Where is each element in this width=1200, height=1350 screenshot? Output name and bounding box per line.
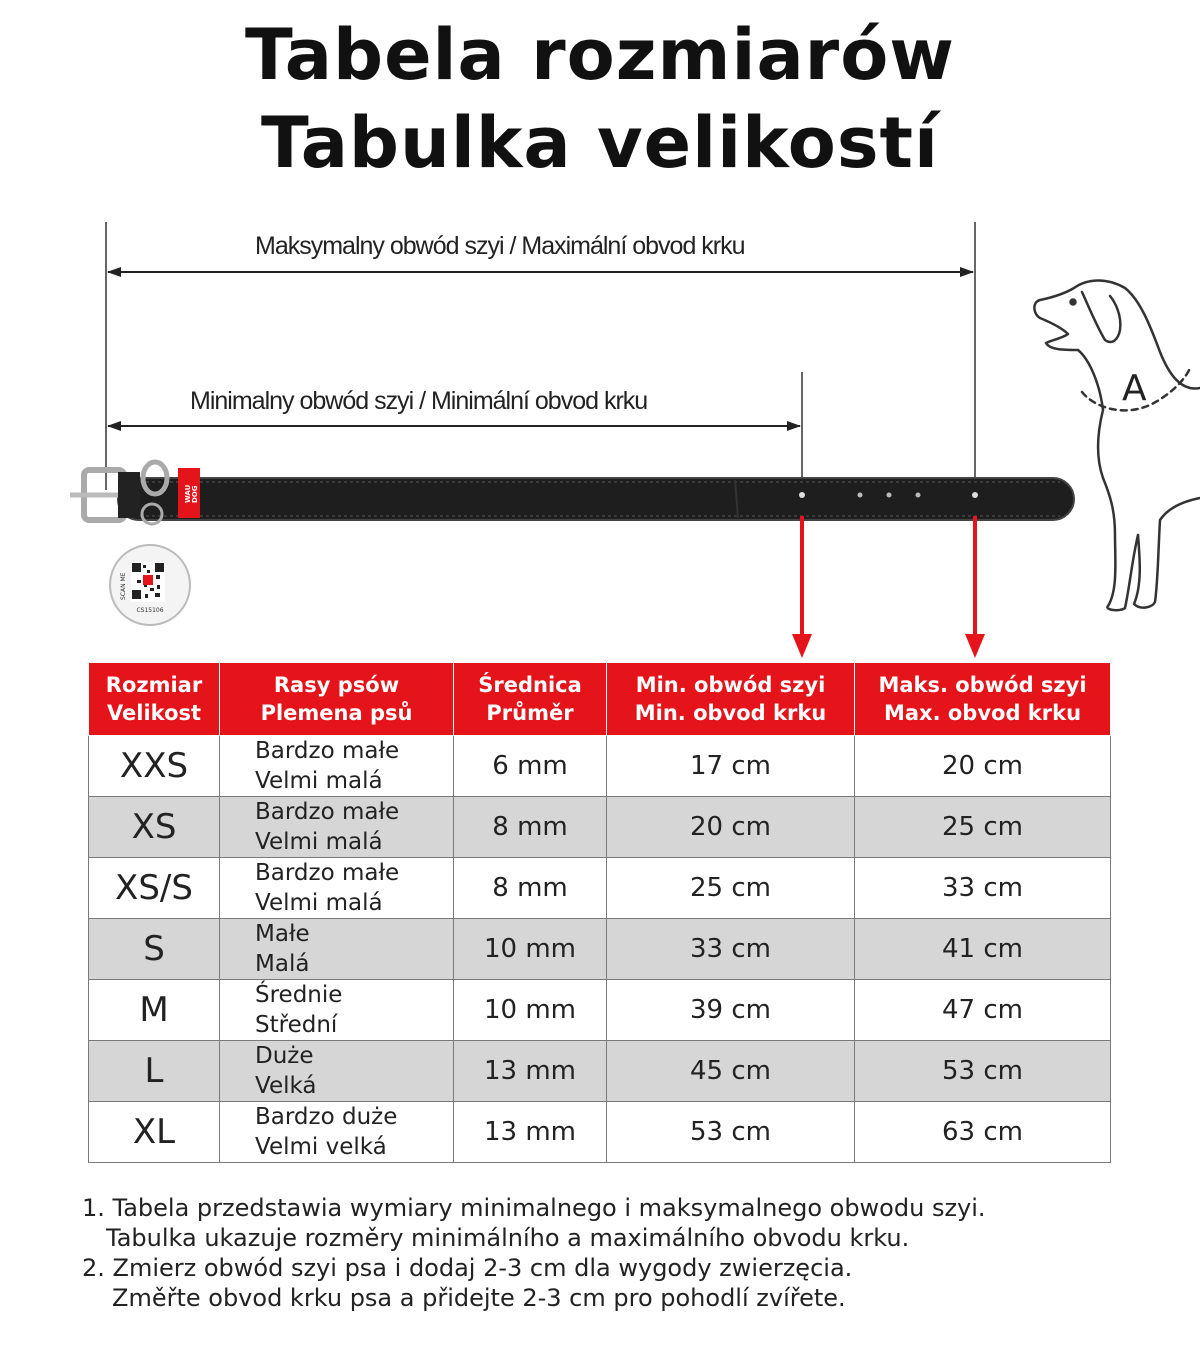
- min-neck-cell: 17 cm: [607, 736, 855, 797]
- max-neck-cell: 20 cm: [855, 736, 1111, 797]
- notes-section: [82, 1193, 986, 1313]
- note-1-pl: 1. Tabela przedstawia wymiary minimalnego i maksymalnego obwodu szyi.: [82, 1194, 986, 1222]
- breed-cell: Małe Malá: [220, 919, 454, 980]
- qr-tag-icon: [110, 545, 190, 625]
- diameter-cell: 13 mm: [454, 1041, 607, 1102]
- table-row: [89, 980, 1111, 1041]
- brand-label: WAU: [184, 484, 192, 503]
- max-neck-cell: 33 cm: [855, 858, 1111, 919]
- diameter-cell: 13 mm: [454, 1102, 607, 1163]
- tag-scan-label: SCAN ME: [120, 572, 127, 600]
- min-red-arrowhead: [792, 634, 812, 658]
- max-neck-cell: 63 cm: [855, 1102, 1111, 1163]
- size-table: [88, 662, 1111, 1163]
- page-title-pl: Tabela rozmiarów: [245, 14, 955, 96]
- max-neck-cell: 25 cm: [855, 797, 1111, 858]
- page-title-cz: Tabulka velikostí: [260, 102, 940, 184]
- size-cell: S: [89, 919, 220, 980]
- header-diameter: Średnica Průměr: [454, 663, 607, 736]
- min-neck-cell: 53 cm: [607, 1102, 855, 1163]
- breed-cell: Bardzo duże Velmi velká: [220, 1102, 454, 1163]
- min-neck-cell: 39 cm: [607, 980, 855, 1041]
- table-header-row: [89, 663, 1111, 736]
- table-row: [89, 797, 1111, 858]
- note-1-cz: Tabulka ukazuje rozměry minimálního a maximálního obvodu krku.: [106, 1224, 910, 1252]
- size-cell: XL: [89, 1102, 220, 1163]
- note-2-pl: 2. Zmierz obwód szyi psa i dodaj 2-3 cm dla wygody zwierzęcia.: [82, 1254, 853, 1282]
- size-cell: M: [89, 980, 220, 1041]
- min-neck-cell: 20 cm: [607, 797, 855, 858]
- table-row: [89, 1041, 1111, 1102]
- breed-cell: Bardzo małe Velmi malá: [220, 736, 454, 797]
- breed-cell: Średnie Střední: [220, 980, 454, 1041]
- header-min-neck: Min. obwód szyi Min. obvod krku: [607, 663, 855, 736]
- table-row: [89, 858, 1111, 919]
- diameter-cell: 10 mm: [454, 919, 607, 980]
- tag-code: CS15106: [136, 607, 164, 614]
- max-neck-cell: 53 cm: [855, 1041, 1111, 1102]
- size-cell: XXS: [89, 736, 220, 797]
- brand-label-2: DOG: [191, 485, 199, 503]
- table-row: [89, 736, 1111, 797]
- measurement-diagram: [0, 0, 1200, 670]
- max-neck-cell: 41 cm: [855, 919, 1111, 980]
- note-2-cz: Změřte obvod krku psa a přidejte 2-3 cm pro pohodlí zvířete.: [112, 1284, 846, 1312]
- diameter-cell: 10 mm: [454, 980, 607, 1041]
- header-size: Rozmiar Velikost: [89, 663, 220, 736]
- size-cell: XS: [89, 797, 220, 858]
- min-neck-cell: 33 cm: [607, 919, 855, 980]
- breed-cell: Bardzo małe Velmi malá: [220, 858, 454, 919]
- max-red-arrowhead: [965, 634, 985, 658]
- table-row: [89, 919, 1111, 980]
- diameter-cell: 6 mm: [454, 736, 607, 797]
- max-neck-cell: 47 cm: [855, 980, 1111, 1041]
- header-breeds: Rasy psów Plemena psů: [220, 663, 454, 736]
- diameter-cell: 8 mm: [454, 797, 607, 858]
- dog-outline-icon: [1034, 281, 1200, 611]
- min-neck-cell: 25 cm: [607, 858, 855, 919]
- size-cell: L: [89, 1041, 220, 1102]
- header-max-neck: Maks. obwód szyi Max. obvod krku: [855, 663, 1111, 736]
- size-cell: XS/S: [89, 858, 220, 919]
- min-neck-label: Minimalny obwód szyi / Minimální obvod krku: [190, 387, 648, 415]
- collar-image: [70, 462, 1074, 625]
- max-neck-label: Maksymalny obwód szyi / Maximální obvod krku: [255, 232, 745, 260]
- table-row: [89, 1102, 1111, 1163]
- dog-measure-letter: A: [1122, 368, 1147, 409]
- min-neck-cell: 45 cm: [607, 1041, 855, 1102]
- breed-cell: Bardzo małe Velmi malá: [220, 797, 454, 858]
- diameter-cell: 8 mm: [454, 858, 607, 919]
- breed-cell: Duże Velká: [220, 1041, 454, 1102]
